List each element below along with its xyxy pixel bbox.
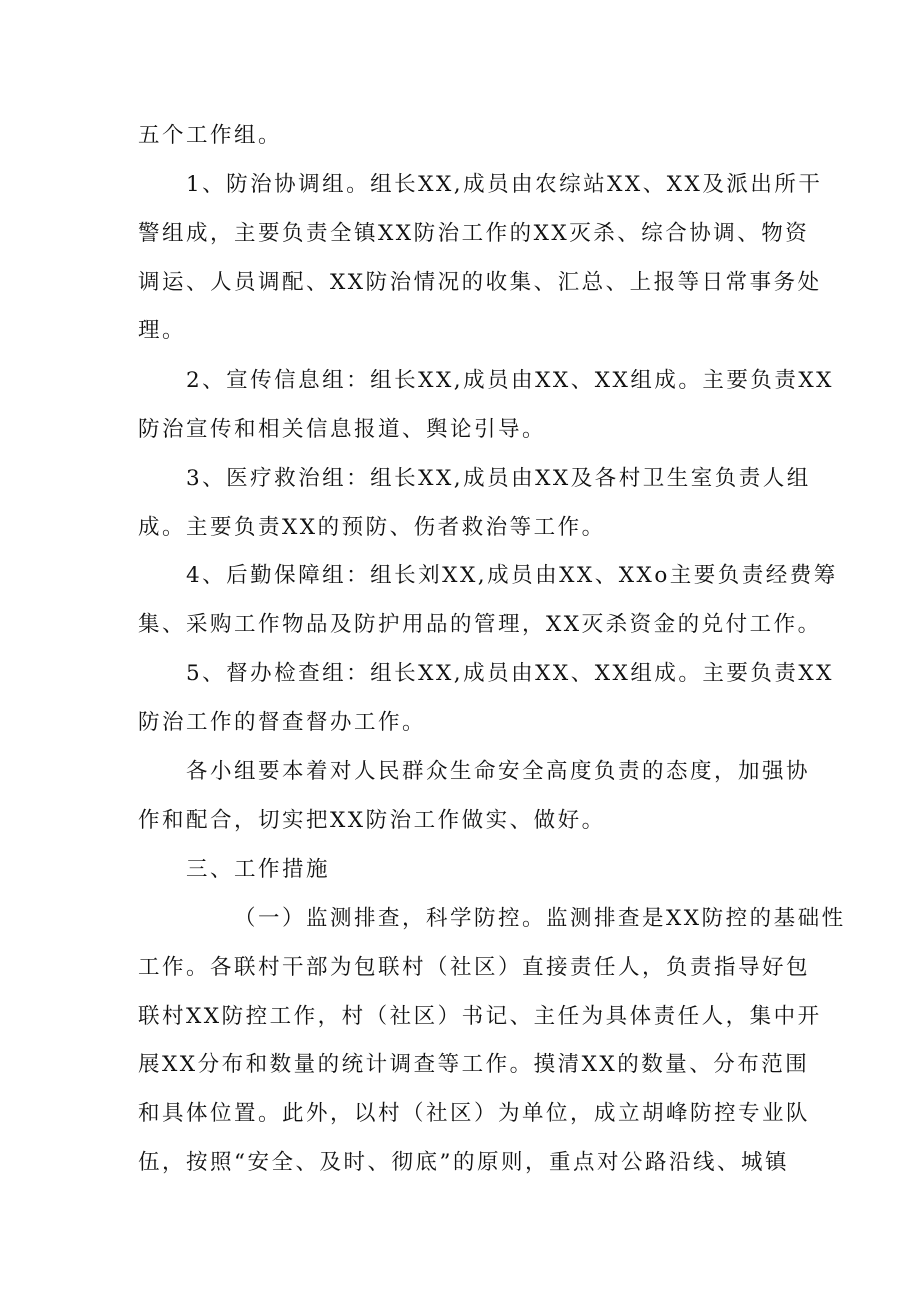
text-line: 各小组要本着对人民群众生命安全高度负责的态度，加强协 xyxy=(186,759,811,784)
text-line: 和具体位置。此外，以村（社区）为单位，成立胡峰防控专业队 xyxy=(138,1101,811,1126)
section-heading: 三、工作措施 xyxy=(186,857,331,882)
text-line: 防治工作的督查督办工作。 xyxy=(138,710,427,735)
text-line: 五个工作组。 xyxy=(138,123,283,148)
text-line: 伍，按照“安全、及时、彻底”的原则，重点对公路沿线、城镇 xyxy=(138,1150,789,1175)
text-line: 工作。各联村干部为包联村（社区）直接责任人，负责指导好包 xyxy=(138,955,811,980)
text-line: 作和配合，切实把XX防治工作做实、做好。 xyxy=(138,808,606,833)
text-line: 联村XX防控工作，村（社区）书记、主任为具体责任人，集中开 xyxy=(138,1004,822,1029)
text-line: 展XX分布和数量的统计调查等工作。摸清XX的数量、分布范围 xyxy=(138,1052,810,1077)
text-line: 5、督办检查组：组长XX,成员由XX、XX组成。主要负责XX xyxy=(186,661,834,686)
text-line: 调运、人员调配、XX防治情况的收集、汇总、上报等日常事务处 xyxy=(138,270,822,295)
text-line: 成。主要负责XX的预防、伤者救治等工作。 xyxy=(138,515,606,540)
text-line: 3、医疗救治组：组长XX,成员由XX及各村卫生室负责人组 xyxy=(186,466,811,491)
text-line: 4、后勤保障组：组长刘XX,成员由XX、XXo主要负责经费筹 xyxy=(186,563,838,588)
text-line: 防治宣传和相关信息报道、舆论引导。 xyxy=(138,417,547,442)
text-line: （一）监测排查，科学防控。监测排查是XX防控的基础性 xyxy=(234,906,846,931)
text-line: 理。 xyxy=(138,318,187,343)
text-line: 集、采购工作物品及防护用品的管理，XX灭杀资金的兑付工作。 xyxy=(138,612,822,637)
text-line: 警组成，主要负责全镇XX防治工作的XX灭杀、综合协调、物资 xyxy=(138,221,810,246)
text-line: 1、防治协调组。组长XX,成员由农综站XX、XX及派出所干 xyxy=(186,172,823,197)
text-line: 2、宣传信息组：组长XX,成员由XX、XX组成。主要负责XX xyxy=(186,368,834,393)
